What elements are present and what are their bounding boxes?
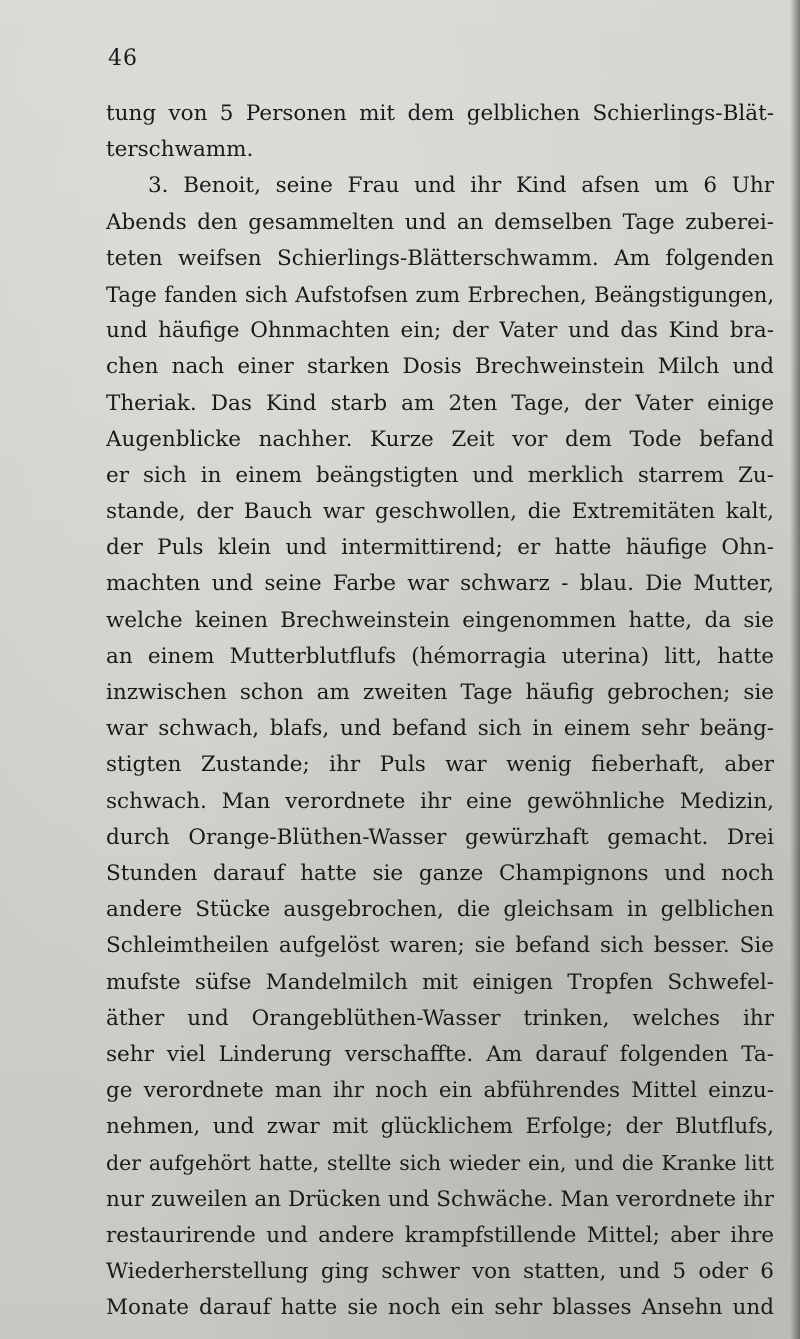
text-line: 3. Benoit, seine Frau und ihr Kind afsen um 6 Uhr: [148, 173, 774, 199]
text-line: Tage fanden sich Aufstofsen zum Erbrechen, Beängstigungen,: [106, 282, 774, 307]
text-line: Theriak. Das Kind starb am 2ten Tage, der Vater einige: [106, 390, 774, 416]
text-line: sehr viel Linderung verschaffte. Am darauf folgenden Ta-: [106, 1041, 774, 1067]
text-line: welche keinen Brechweinstein eingenommen hatte, da sie: [106, 607, 774, 633]
text-line: Schleimtheilen aufgelöst waren; sie befand sich besser. Sie: [106, 933, 774, 959]
text-line: äther und Orangeblüthen-Wasser trinken, welches ihr: [106, 1005, 774, 1031]
text-line: nur zuweilen an Drücken und Schwäche. Man verordnete ihr: [106, 1186, 774, 1212]
text-line: der aufgehört hatte, stellte sich wieder ein, und die Kranke litt: [106, 1151, 774, 1176]
text-line: restaurirende und andere krampfstillende Mittel; aber ihre: [106, 1222, 774, 1248]
text-line: schwach. Man verordnete ihr eine gewöhnliche Medizin,: [106, 788, 774, 814]
text-line: chen nach einer starken Dosis Brechweinstein Milch und: [106, 354, 774, 380]
text-line: mufste süfse Mandelmilch mit einigen Tropfen Schwefel-: [106, 969, 774, 995]
text-line: an einem Mutterblutflufs (hémorragia uterina) litt, hatte: [106, 643, 774, 669]
text-line: machten und seine Farbe war schwarz - blau. Die Mutter,: [106, 571, 774, 597]
page-edge-shadow: [790, 0, 800, 1339]
text-line: inzwischen schon am zweiten Tage häufig gebrochen; sie: [106, 680, 774, 705]
text-line: tung von 5 Personen mit dem gelblichen Schierlings-Blät-: [106, 101, 774, 126]
text-line: nehmen, und zwar mit glücklichem Erfolge; der Blutflufs,: [106, 1114, 774, 1140]
text-line: der Puls klein und intermittirend; er hatte häufige Ohn-: [106, 535, 774, 561]
page-number: 46: [108, 46, 138, 71]
text-line: durch Orange-Blüthen-Wasser gewürzhaft gemacht. Drei: [106, 824, 774, 850]
text-line: er sich in einem beängstigten und merklich starrem Zu-: [106, 462, 774, 488]
text-line: Wiederherstellung ging schwer von statten, und 5 oder 6: [106, 1259, 774, 1284]
text-line: Abends den gesammelten und an demselben Tage zuberei-: [106, 209, 774, 235]
text-line: Stunden darauf hatte sie ganze Champignons und noch: [106, 860, 774, 886]
text-line: stande, der Bauch war geschwollen, die Extremitäten kalt,: [106, 499, 774, 525]
text-line: stigten Zustande; ihr Puls war wenig fieberhaft, aber: [106, 752, 774, 778]
text-line: und häufige Ohnmachten ein; der Vater und das Kind bra-: [106, 318, 774, 344]
body-text: [106, 96, 774, 1326]
text-line: ge verordnete man ihr noch ein abführendes Mittel einzu-: [106, 1078, 774, 1104]
text-line: terschwamm.: [106, 137, 254, 163]
text-line: war schwach, blafs, und befand sich in einem sehr beäng-: [106, 716, 774, 742]
text-line: Augenblicke nachher. Kurze Zeit vor dem Tode befand: [106, 426, 774, 452]
text-line: Monate darauf hatte sie noch ein sehr blasses Ansehn und: [106, 1295, 774, 1321]
text-line: teten weifsen Schierlings-Blätterschwamm. Am folgenden: [106, 245, 774, 271]
text-line: andere Stücke ausgebrochen, die gleichsam in gelblichen: [106, 897, 774, 923]
